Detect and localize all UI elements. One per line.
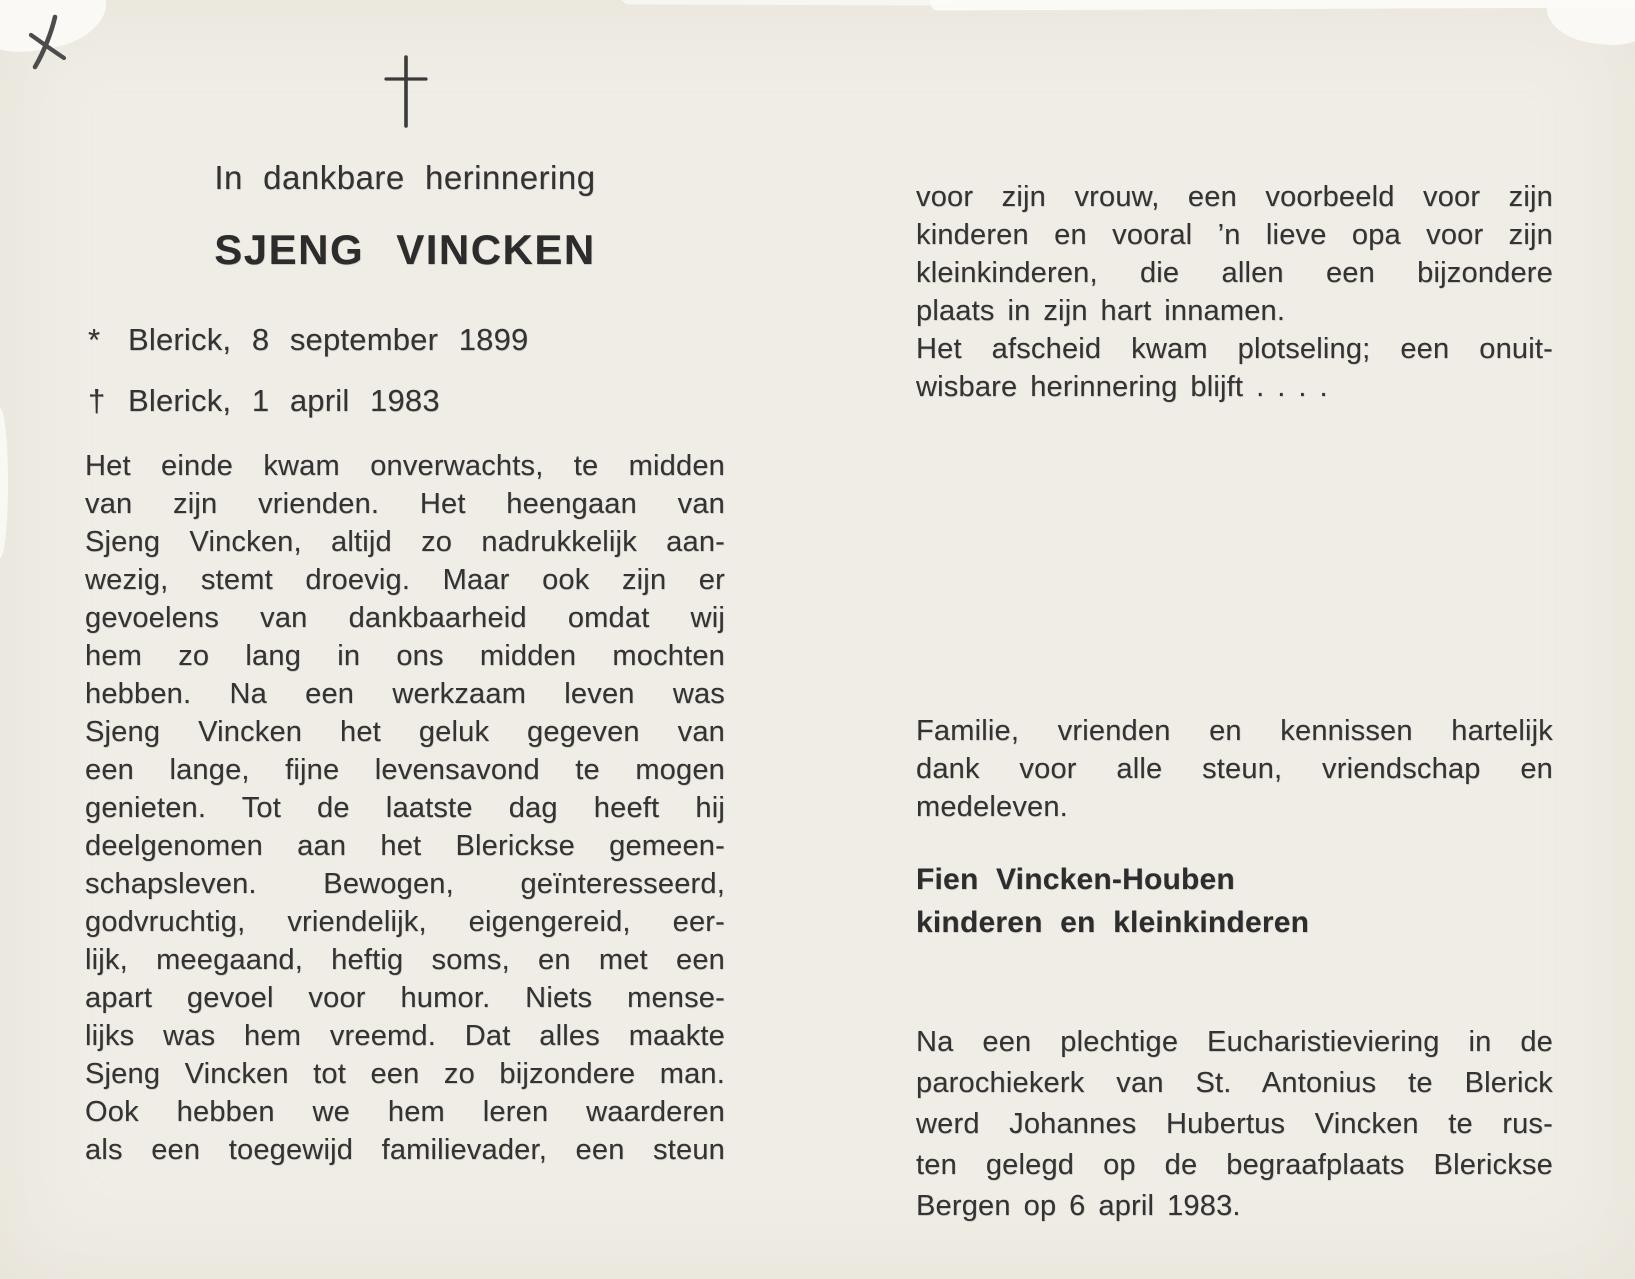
- memorial-header: In dankbare herinnering: [214, 159, 596, 196]
- text-line: gevoelens van dankbaarheid omdat wij: [85, 602, 725, 634]
- scan-edge-artifact: [620, 0, 960, 6]
- text-line: hebben. Na een werkzaam leven was: [85, 678, 725, 710]
- death-line: [88, 381, 440, 421]
- funeral-paragraph: [916, 1022, 1553, 1227]
- birth-line: [88, 320, 528, 360]
- text-line: genieten. Tot de laatste dag heeft hij: [85, 792, 725, 824]
- scan-edge-artifact: [0, 408, 8, 558]
- text-line: lijks was hem vreemd. Dat alles maakte: [85, 1020, 725, 1052]
- obituary-paragraph-continuation: [916, 178, 1553, 330]
- text-line: Na een plechtige Eucharistieviering in de: [916, 1026, 1553, 1058]
- text-line: medeleven.: [916, 791, 1068, 823]
- text-line: van zijn vrienden. Het heengaan van: [85, 488, 725, 520]
- cross-icon: [381, 52, 429, 132]
- text-line: Bergen op 6 april 1983.: [916, 1190, 1241, 1222]
- obituary-paragraph-left: [85, 447, 725, 1169]
- text-line: hem zo lang in ons midden mochten: [85, 640, 725, 672]
- text-line: dank voor alle steun, vriendschap en: [916, 753, 1553, 785]
- text-line: Fien Vincken-Houben: [916, 863, 1235, 896]
- text-line: wisbare herinnering blijft . . . .: [916, 371, 1328, 403]
- text-line: Het einde kwam onverwachts, te midden: [85, 450, 725, 482]
- text-line: Sjeng Vincken, altijd zo nadrukkelijk aan-: [85, 526, 725, 558]
- deceased-name: SJENG VINCKEN: [214, 226, 596, 273]
- text-line: schapsleven. Bewogen, geïnteresseerd,: [85, 868, 725, 900]
- text-line: kinderen en vooral ’n lieve opa voor zijn: [916, 219, 1553, 251]
- died-dagger-symbol: †: [88, 383, 106, 418]
- thanks-paragraph: [916, 712, 1553, 826]
- text-line: ten gelegd op de begraafplaats Blerickse: [916, 1149, 1553, 1181]
- text-line: voor zijn vrouw, een voorbeeld voor zijn: [916, 181, 1553, 213]
- text-line: godvruchtig, vriendelijk, eigengereid, eer-: [85, 906, 725, 938]
- text-line: Het afscheid kwam plotseling; een onuit-: [916, 333, 1553, 365]
- text-line: plaats in zijn hart innamen.: [916, 295, 1286, 327]
- text-line: kinderen en kleinkinderen: [916, 906, 1310, 939]
- scan-edge-artifact: [930, 0, 1635, 11]
- death-place-date: Blerick, 1 april 1983: [128, 383, 440, 418]
- text-line: apart gevoel voor humor. Niets mense-: [85, 982, 725, 1014]
- text-line: als een toegewijd familievader, een steun: [85, 1134, 725, 1166]
- text-line: Sjeng Vincken tot een zo bijzondere man.: [85, 1058, 725, 1090]
- text-line: wezig, stemt droevig. Maar ook zijn er: [85, 564, 725, 596]
- birth-place-date: Blerick, 8 september 1899: [128, 322, 529, 357]
- family-signature: [916, 858, 1553, 944]
- text-line: werd Johannes Hubertus Vincken te rus-: [916, 1108, 1553, 1140]
- text-line: een lange, fijne levensavond te mogen: [85, 754, 725, 786]
- text-line: Familie, vrienden en kennissen hartelijk: [916, 715, 1553, 747]
- scan-edge-artifact: [1543, 0, 1635, 50]
- farewell-paragraph: [916, 330, 1553, 406]
- text-line: parochiekerk van St. Antonius te Blerick: [916, 1067, 1553, 1099]
- text-line: lijk, meegaand, heftig soms, en met een: [85, 944, 725, 976]
- handwritten-x-mark-icon: [24, 12, 72, 74]
- born-asterisk-symbol: *: [88, 322, 101, 357]
- text-line: deelgenomen aan het Blerickse gemeen-: [85, 830, 725, 862]
- text-line: Ook hebben we hem leren waarderen: [85, 1096, 725, 1128]
- text-line: kleinkinderen, die allen een bijzondere: [916, 257, 1553, 289]
- text-line: Sjeng Vincken het geluk gegeven van: [85, 716, 725, 748]
